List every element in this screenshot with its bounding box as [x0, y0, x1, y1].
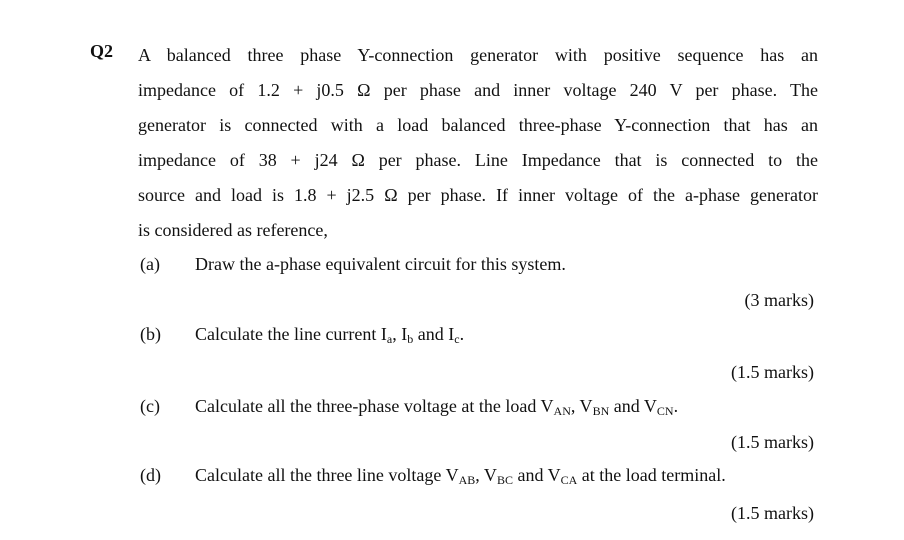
part-c-marks: (1.5 marks): [731, 432, 814, 452]
part-b-label: (b): [140, 324, 161, 344]
part-b-marks: (1.5 marks): [731, 362, 814, 382]
part-b-text: Calculate the line current $I_a$, $I_b$ and $I_c$.: [195, 324, 465, 346]
part-c-label: (c): [140, 396, 160, 416]
part-c-text: Calculate all the three-phase voltage at the load $V_{AN}$, $V_{BN}$ and $V_{CN}$.: [195, 396, 679, 418]
part-d-text: Calculate all the three line voltage $V_{AB}$, $V_{BC}$ and $V_{CA}$ at the load terminal.: [195, 465, 726, 487]
intro-line-1: A balanced three phase Y-connection generator with positive sequence has an: [138, 45, 818, 65]
part-a-marks: (3 marks): [744, 290, 814, 310]
intro-line-5: source and load is 1.8 + j2.5 Ω per phase. If inner voltage of the a-phase generator: [138, 185, 818, 205]
intro-line-6: is considered as reference,: [138, 220, 328, 240]
part-d-label: (d): [140, 465, 161, 485]
question-intro: [138, 38, 818, 248]
part-a-text: Draw the a-phase equivalent circuit for this system.: [195, 254, 566, 274]
intro-line-3: generator is connected with a load balanced three-phase Y-connection that has an: [138, 115, 818, 135]
part-a-label: (a): [140, 254, 160, 274]
intro-line-4: impedance of 38 + j24 Ω per phase. Line Impedance that is connected to the: [138, 150, 818, 170]
intro-line-2: impedance of 1.2 + j0.5 Ω per phase and inner voltage 240 V per phase. The: [138, 80, 818, 100]
part-d-marks: (1.5 marks): [731, 503, 814, 523]
question-number: Q2: [90, 41, 114, 61]
